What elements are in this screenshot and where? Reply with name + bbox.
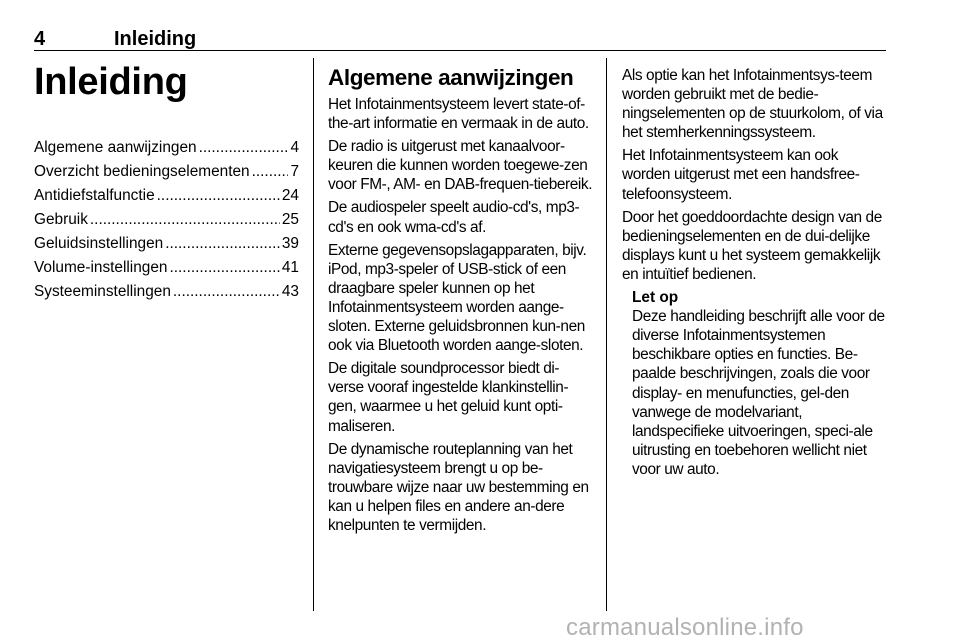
toc-leader [173, 280, 280, 304]
toc-leader [199, 136, 289, 160]
toc-entry-label: Systeeminstellingen [34, 283, 171, 300]
table-of-contents [34, 136, 299, 304]
chapter-title: Inleiding [34, 61, 188, 103]
toc-entry-page: 25 [281, 211, 299, 228]
toc-entry-label: Gebruik [34, 211, 88, 228]
toc-leader [169, 256, 279, 280]
toc-entry-label: Antidiefstalfunctie [34, 187, 155, 204]
toc-entry-label: Geluidsinstellingen [34, 235, 164, 252]
toc-leader [157, 184, 280, 208]
toc-entry-page: 43 [281, 283, 299, 300]
article-column-continued [622, 66, 888, 479]
body-paragraph: Het Infotainmentsysteem kan ook worden uitgerust met een handsfree-telefoonsysteem. [622, 147, 860, 203]
toc-entry[interactable] [34, 208, 299, 232]
column-divider [606, 58, 607, 611]
toc-entry[interactable] [34, 160, 299, 184]
body-paragraph: Door het goeddoordachte design van de bedieningselementen en de dui-delijke displays kunt u het systeem gemakkelijk en intuïtief bedienen. [622, 208, 882, 283]
body-paragraph: De audiospeler speelt audio-cd's, mp3-cd's en ook wma-cd's af. [328, 199, 580, 236]
toc-entry-label: Overzicht bedieningselementen [34, 163, 250, 180]
body-paragraph: De radio is uitgerust met kanaalvoor-keuren die kunnen worden toegewe-zen voor FM-, AM- en DAB-frequen-tiebereik. [328, 138, 593, 194]
toc-leader [252, 160, 289, 184]
toc-entry-page: 7 [290, 163, 299, 180]
column-divider [313, 58, 314, 611]
note-box [632, 288, 888, 479]
body-paragraph: De digitale soundprocessor biedt di-verse vooraf ingestelde klankinstellin-gen, waarmee u het geluid kunt opti-maliseren. [328, 360, 569, 435]
body-paragraph: De dynamische routeplanning van het navigatiesysteem brengt u op be-trouwbare wijze naar uw bestemming en kan u helpen files en andere an-dere knelpunten te vermijden. [328, 440, 589, 534]
section-heading: Algemene aanwijzingen [328, 65, 574, 90]
running-header-title: Inleiding [114, 28, 197, 50]
note-text: Deze handleiding beschrijft alle voor de diverse Infotainmentsystemen beschikbare opties en functies. Be-paalde beschrijvingen, zoals die voor display- en menufuncties, gel-den vanwege de modelvariant, landspecifieke uitvoeringen, speci-ale uitrusting en toebehoren wellicht niet voor uw auto. [632, 308, 885, 478]
page-header [34, 29, 886, 51]
toc-entry-page: 4 [290, 139, 299, 156]
body-paragraph: Het Infotainmentsysteem levert state-of-the-art informatie en vermaak in de auto. [328, 96, 589, 133]
article-column [328, 66, 594, 539]
toc-entry[interactable] [34, 280, 299, 304]
watermark: carmanualsonline.info [566, 614, 804, 641]
toc-leader [165, 232, 280, 256]
toc-entry-label: Algemene aanwijzingen [34, 139, 197, 156]
body-paragraph: Externe gegevensopslagapparaten, bijv. iPod, mp3-speler of USB-stick of een draagbare speler kunnen op het Infotainmentsysteem worden aange-sloten. Externe geluidsbronnen kun-nen ook via Bluetooth worden aange-sloten. [328, 241, 587, 355]
page-number: 4 [34, 28, 46, 50]
body-paragraph: Als optie kan het Infotainmentsys-teem worden gebruikt met de bedie-ningselementen op de stuurkolom, of via het stemherkenningssysteem. [622, 67, 883, 142]
toc-entry-page: 39 [281, 235, 299, 252]
toc-entry[interactable] [34, 232, 299, 256]
toc-entry[interactable] [34, 184, 299, 208]
toc-column [34, 62, 299, 304]
note-title: Let op [632, 289, 679, 307]
toc-entry[interactable] [34, 136, 299, 160]
toc-entry[interactable] [34, 256, 299, 280]
toc-entry-label: Volume-instellingen [34, 259, 168, 276]
toc-entry-page: 41 [281, 259, 299, 276]
toc-leader [90, 208, 280, 232]
toc-entry-page: 24 [281, 187, 299, 204]
